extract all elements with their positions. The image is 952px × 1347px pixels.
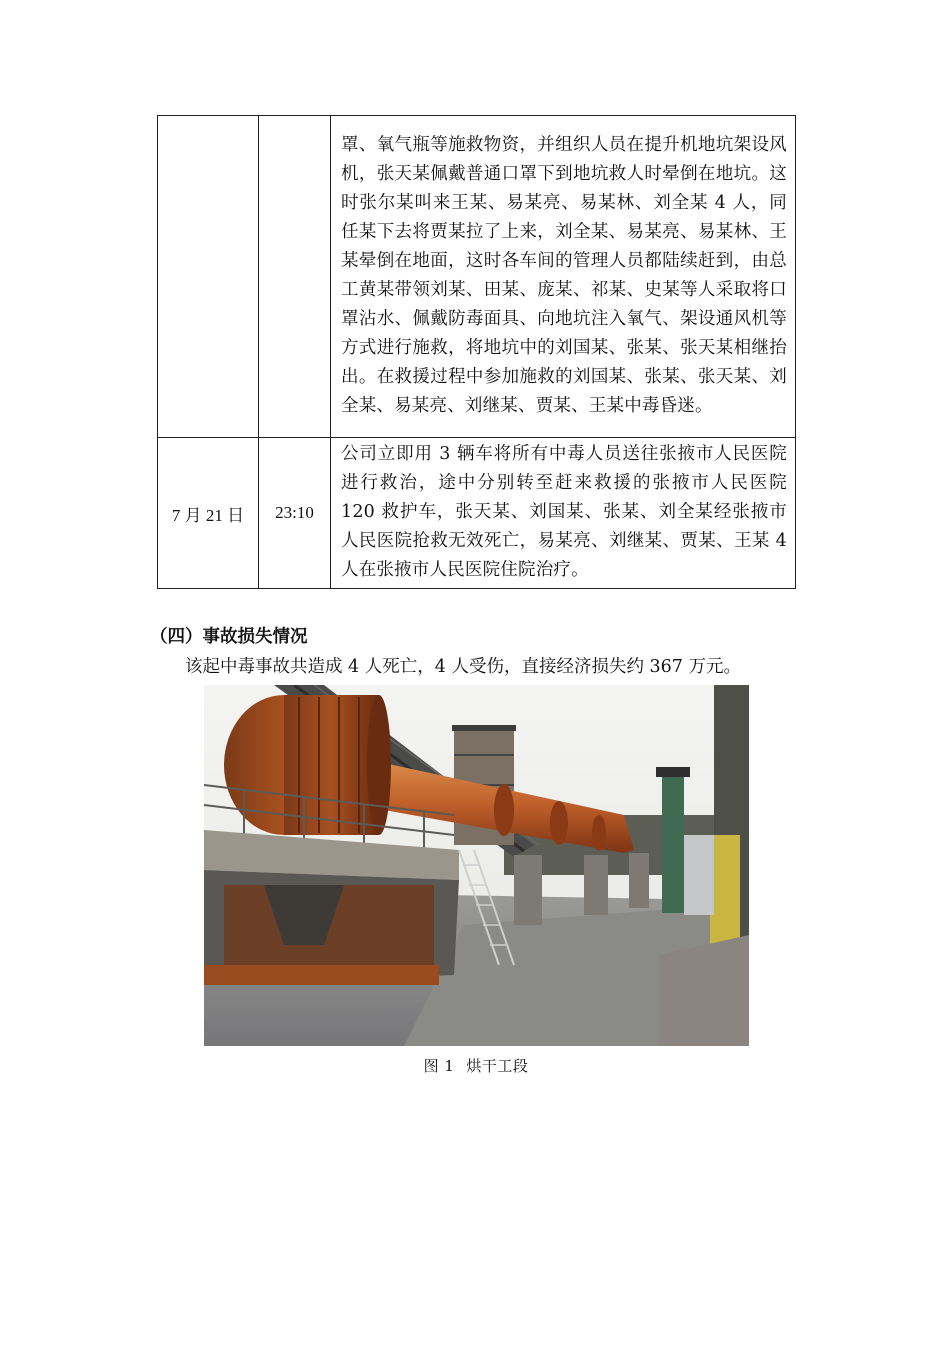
description-cell: 公司立即用 3 辆车将所有中毒人员送往张掖市人民医院进行救治，途中分别转至赶来救援的张掖市人民医院 120 救护车，张天某、刘国某、张某、刘全某经张掖市人民医院抢救无效死亡，易某亮、刘继某、贾某、王某 4 人在张掖市人民医院住院治疗。 <box>331 438 796 589</box>
date-cell <box>158 116 259 438</box>
time-cell <box>259 116 331 438</box>
figure-caption <box>0 1055 952 1076</box>
description-cell: 罩、氧气瓶等施救物资，并组织人员在提升机地坑架设风机，张天某佩戴普通口罩下到地坑救人时晕倒在地坑。这时张尔某叫来王某、易某亮、易某林、刘全某 4 人，同任某下去将贾某拉了上来，刘全某、易某亮、易某林、王某晕倒在地面，这时各车间的管理人员都陆续赶到，由总工黄某带领刘某、田某、庞某、祁某、史某等人采取将口罩沾水、佩戴防毒面具、向地坑注入氧气、架设通风机等方式进行施救，将地坑中的刘国某、张某、张天某相继抬出。在救援过程中参加施救的刘国某、张某、张天某、刘全某、易某亮、刘继某、贾某、王某中毒昏迷。 <box>331 116 796 438</box>
table-row <box>158 116 796 438</box>
section-heading: （四）事故损失情况 <box>150 627 308 647</box>
accident-timeline-table <box>157 115 796 589</box>
table-row <box>158 438 796 589</box>
date-cell: 7 月 21 日 <box>158 438 259 589</box>
figure-title: 烘干工段 <box>466 1057 529 1075</box>
drying-section-photo <box>204 685 749 1046</box>
section-paragraph: 该起中毒事故共造成 4 人死亡，4 人受伤，直接经济损失约 367 万元。 <box>185 657 741 677</box>
time-cell: 23:10 <box>259 438 331 589</box>
figure-number: 图 1 <box>423 1057 455 1075</box>
